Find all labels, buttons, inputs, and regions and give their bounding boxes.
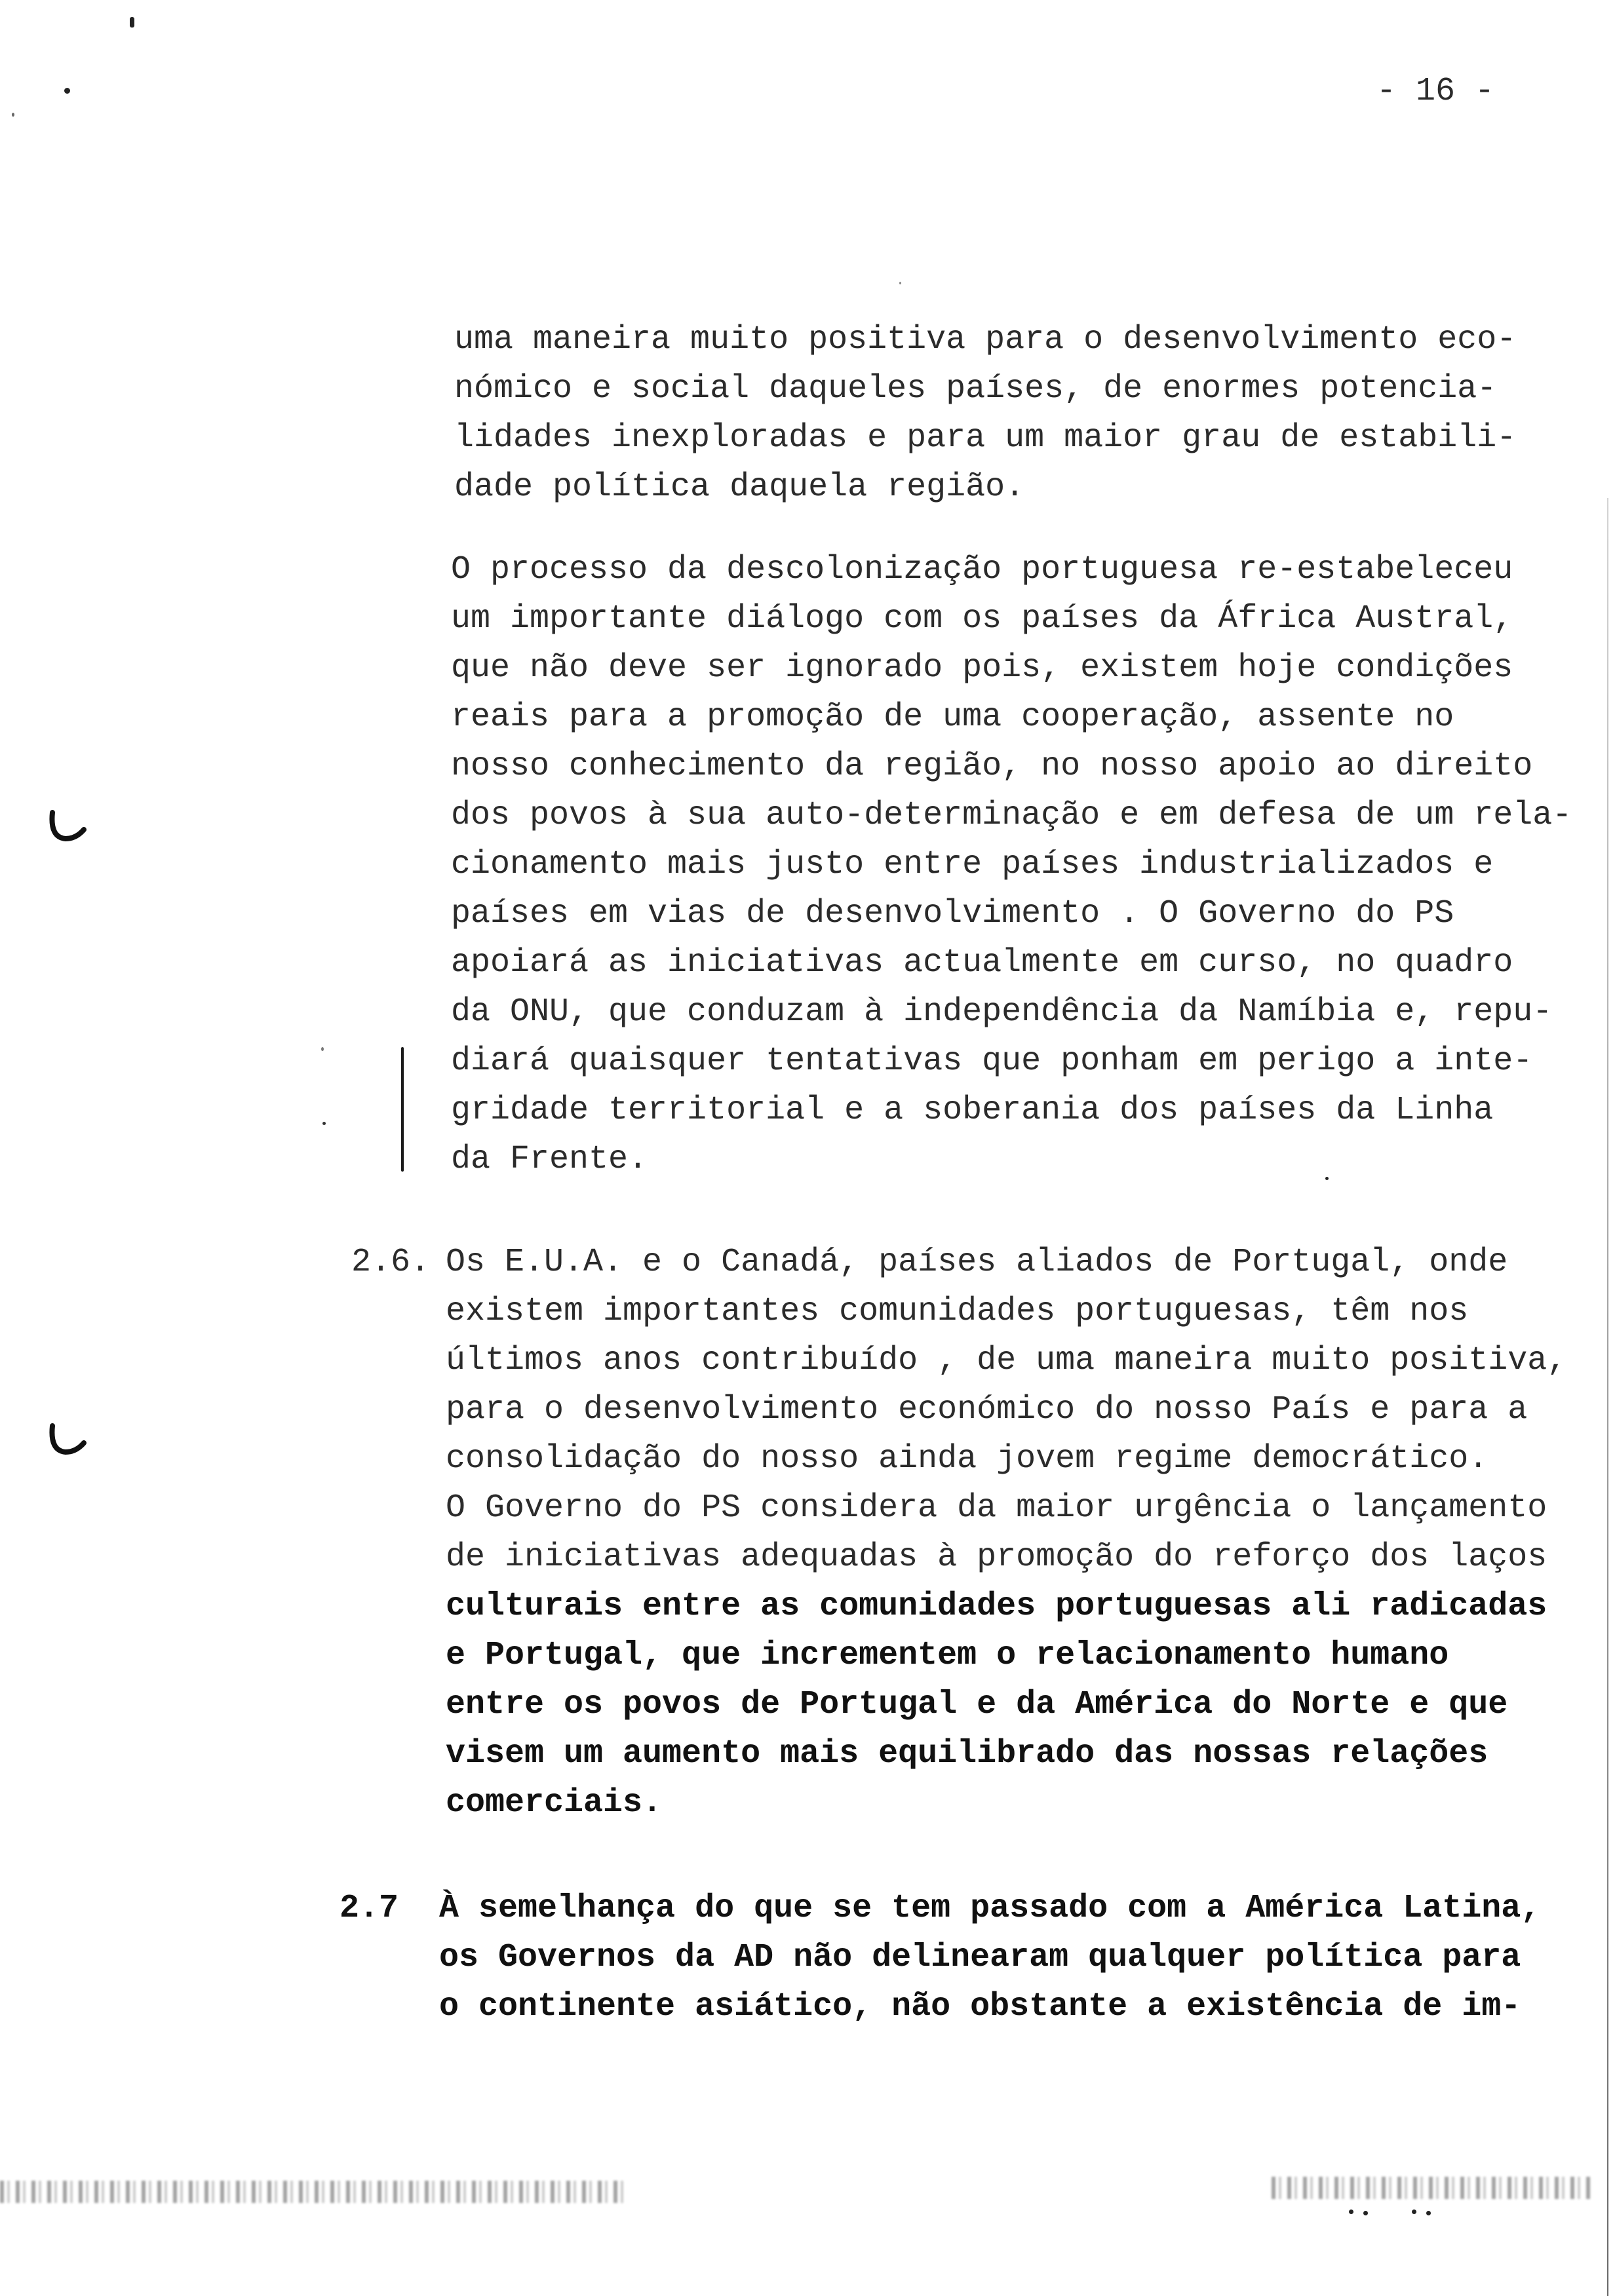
scan-speck <box>12 113 14 117</box>
text-line: da Frente. <box>451 1141 648 1178</box>
punch-hole-mark <box>46 810 88 844</box>
text-line: nosso conhecimento da região, no nosso apoio ao direito <box>451 748 1533 785</box>
text-line: da ONU, que conduzam à independência da Namíbia e, repu- <box>451 993 1553 1031</box>
text-line: uma maneira muito positiva para o desenvolvimento eco- <box>454 321 1517 358</box>
section-2-6-text <box>446 1238 1566 1827</box>
paragraph-2 <box>451 545 1572 1184</box>
text-line: últimos anos contribuído , de uma maneira muito positiva, <box>446 1342 1567 1379</box>
text-line: que não deve ser ignorado pois, existem hoje condições <box>451 649 1513 687</box>
section-2-7-text <box>439 1884 1540 2031</box>
text-line: dos povos à sua auto-determinação e em defesa de um rela- <box>451 797 1572 834</box>
text-line: os Governos da AD não delinearam qualquer política para <box>439 1939 1521 1976</box>
scan-speck <box>899 282 901 284</box>
scan-edge-line <box>1607 498 1608 2296</box>
text-line: um importante diálogo com os países da África Austral, <box>451 600 1513 638</box>
scan-noise-band <box>0 2181 629 2203</box>
scan-speck <box>130 17 134 28</box>
scan-speck <box>1363 2211 1368 2215</box>
text-line: entre os povos de Portugal e da América do Norte e que <box>446 1686 1508 1723</box>
text-line: países em vias de desenvolvimento . O Governo do PS <box>451 895 1454 932</box>
text-line: O processo da descolonização portuguesa re-estabeleceu <box>451 551 1513 588</box>
text-line: culturais entre as comunidades portuguesas ali radicadas <box>446 1588 1547 1625</box>
text-line: para o desenvolvimento económico do nosso País e para a <box>446 1391 1528 1428</box>
text-line: Os E.U.A. e o Canadá, países aliados de Portugal, onde <box>446 1244 1508 1281</box>
scan-speck <box>321 1047 324 1051</box>
punch-hole-mark <box>46 1423 88 1457</box>
scan-noise-band <box>1272 2177 1593 2199</box>
page-number: - 16 - <box>1376 73 1495 110</box>
text-line: apoiará as iniciativas actualmente em curso, no quadro <box>451 944 1513 982</box>
text-line: comerciais. <box>446 1784 663 1822</box>
scan-speck <box>1426 2211 1431 2215</box>
text-line: À semelhança do que se tem passado com a América Latina, <box>439 1890 1541 1927</box>
text-line: visem um aumento mais equilibrado das nossas relações <box>446 1735 1489 1772</box>
scan-speck <box>64 88 70 94</box>
text-line: dade política daquela região. <box>454 469 1025 506</box>
scan-speck <box>1349 2210 1353 2214</box>
text-line: diará quaisquer tentativas que ponham em perigo a inte- <box>451 1043 1533 1080</box>
section-number: 2.6. <box>351 1244 431 1281</box>
text-line: de iniciativas adequadas à promoção do reforço dos laços <box>446 1539 1547 1576</box>
text-line: cionamento mais justo entre países industrializados e <box>451 846 1494 883</box>
text-line: reais para a promoção de uma cooperação, assente no <box>451 698 1454 736</box>
scan-speck <box>322 1122 326 1125</box>
margin-vertical-bar <box>401 1047 404 1172</box>
text-line: existem importantes comunidades portuguesas, têm nos <box>446 1293 1469 1330</box>
text-line: o continente asiático, não obstante a existência de im- <box>439 1988 1521 2025</box>
text-line: lidades inexploradas e para um maior grau de estabili- <box>454 419 1517 457</box>
text-line: consolidação do nosso ainda jovem regime democrático. <box>446 1440 1489 1478</box>
text-line: O Governo do PS considera da maior urgência o lançamento <box>446 1489 1547 1527</box>
scan-speck <box>1412 2210 1416 2214</box>
text-line: e Portugal, que incrementem o relacionamento humano <box>446 1637 1449 1674</box>
paragraph-1 <box>454 315 1516 512</box>
text-line: nómico e social daqueles países, de enormes potencia- <box>454 370 1497 408</box>
text-line: gridade territorial e a soberania dos países da Linha <box>451 1092 1494 1129</box>
section-number: 2.7 <box>340 1890 399 1927</box>
